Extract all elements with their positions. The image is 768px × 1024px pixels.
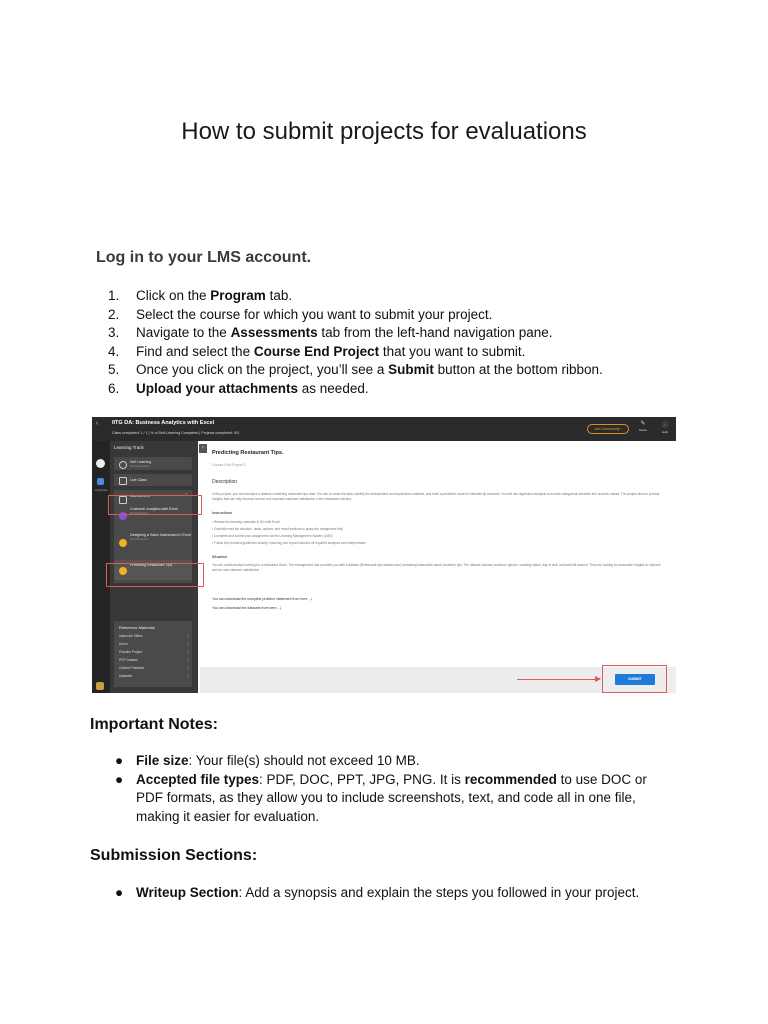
track-item-label: Predicting Restaurant Tips <box>130 563 173 567</box>
situation-heading: Situation <box>212 555 227 559</box>
reference-item[interactable] <box>119 650 189 654</box>
download-icon[interactable]: ⤓ <box>187 666 189 670</box>
step-bold: Upload your attachments <box>136 380 299 396</box>
step-item <box>108 380 603 399</box>
track-item-status: Not Attempted <box>130 537 148 542</box>
track-item-text <box>130 460 151 468</box>
section-item <box>112 884 712 903</box>
sections-list <box>112 884 712 903</box>
track-item-label: Live Class <box>130 478 147 482</box>
description-text: In this project, you must analyze a dataset containing restaurant tips data. You aim to clean the data, identify the independent and dependent variables, and build a predictive model to estimate tip amounts. You will use regression analysis to encode categorical variables into numeric values. The project aims to provide insights that can help improve service and increase customer satisfaction in the restaurant industry. <box>212 492 660 501</box>
help-button[interactable] <box>658 420 672 434</box>
track-item-label: Designing a Sales Dashboard in Excel <box>130 533 192 537</box>
download-datasets-text: You can download the datasets from here - <box>212 606 279 610</box>
submit-highlight-box <box>602 665 667 693</box>
step-text: as needed. <box>298 380 369 396</box>
back-arrow-icon[interactable]: ‹ <box>96 420 99 427</box>
download-icon[interactable]: ⤓ <box>187 634 189 638</box>
project-content <box>200 441 676 693</box>
situation-text: You are a data analyst working for a restaurant chain. The management has provided you with a dataset (Restaurant tips dataset.xlsx) containing information about customer tips. The dataset includes customer gender, smoking status, day of visit, and total bill amount. They are looking for actionable insights to improve service and customer satisfaction. <box>212 563 661 572</box>
download-icon[interactable]: ⤓ <box>310 597 313 601</box>
progress-text: Class completed: 1 / 1 | % of Self-Learning Completed | Projects completed: 0/3 <box>112 431 239 435</box>
track-item-label: Self Learning <box>130 460 152 464</box>
help-label: Help <box>661 430 669 434</box>
arrow-line <box>517 679 597 680</box>
track-item-label: Assessment <box>130 494 150 498</box>
step-text: Click on the <box>136 288 211 303</box>
step-number: 3. <box>108 325 120 341</box>
download-icon[interactable]: ⤓ <box>279 606 282 610</box>
project-title: Predicting Restaurant Tips. <box>212 450 284 456</box>
arrow-right-icon <box>595 676 601 682</box>
step-number: 6. <box>108 380 120 396</box>
reference-item[interactable] <box>119 642 189 646</box>
assessment-highlight-box <box>108 495 202 515</box>
bullet-icon: ● <box>115 885 124 900</box>
bullet-icon: ● <box>115 753 124 768</box>
section-text: : Add a synopsis and explain the steps you followed in your project. <box>238 885 640 900</box>
step-bold: Program <box>210 288 266 303</box>
notes-list <box>112 752 672 826</box>
reference-label: Guided Practices <box>119 666 145 670</box>
step-number: 2. <box>108 306 120 322</box>
step-text: button at the bottom ribbon. <box>433 362 603 378</box>
lms-screenshot <box>92 417 676 693</box>
project-highlight-box <box>106 563 204 587</box>
project-icon <box>119 539 127 547</box>
instruction-item: • Complete and submit your assignment via the Learning Management System (LMS) <box>212 534 333 538</box>
notes-button[interactable] <box>636 420 650 432</box>
reference-label: Datasets <box>119 674 133 678</box>
track-item-self-learning[interactable] <box>114 457 192 470</box>
description-heading: Description <box>212 479 238 485</box>
step-text: Once you click on the project, you’ll see a <box>136 362 389 378</box>
reference-label: PDF Dataset <box>119 658 138 662</box>
download-icon[interactable]: ⤓ <box>187 658 189 662</box>
badge-icon[interactable] <box>96 682 104 690</box>
step-item <box>108 361 603 380</box>
instruction-item: • Follow the provided guidelines closely, ensuring your report includes all required analyses and interpretation <box>212 541 366 545</box>
note-item <box>112 752 672 771</box>
reference-label: Instructor Slides <box>119 634 143 638</box>
reference-item[interactable] <box>119 674 189 678</box>
login-heading: Log in to your LMS account. <box>96 249 312 266</box>
step-number: 5. <box>108 362 120 378</box>
download-icon[interactable]: ⤓ <box>187 674 189 678</box>
course-title: IITG DA: Business Analytics with Excel <box>112 420 215 426</box>
instruction-item: • Carefully read the situation, tasks, actions, and result sections to grasp the assignment fully <box>212 527 343 531</box>
step-item <box>108 306 603 325</box>
play-icon <box>119 461 127 469</box>
step-text: tab. <box>265 288 293 303</box>
reference-label: Demo <box>119 642 128 646</box>
note-item <box>112 771 672 827</box>
learning-track-heading: Learning Track <box>114 445 144 450</box>
reference-label: Practice Project <box>119 650 143 654</box>
certificate-label: Certificate <box>94 488 108 492</box>
section-bold: Writeup Section <box>136 885 239 900</box>
note-bold: recommended <box>464 771 557 787</box>
chevron-up-icon[interactable]: ⌃ <box>184 492 188 497</box>
step-bold: Submit <box>388 362 434 378</box>
instructions-heading: Instructions <box>212 511 233 515</box>
step-bold: Course End Project <box>253 343 380 359</box>
reference-item[interactable] <box>119 658 189 662</box>
download-icon[interactable]: ⤓ <box>187 650 189 654</box>
reference-heading: Reference Materials <box>119 625 155 630</box>
video-icon <box>119 477 127 485</box>
bullet-icon: ● <box>115 771 124 787</box>
note-text: to use DOC or PDF formats, as they allow you to include screenshots, text, and code all in one file, making it easier for evaluation. <box>136 771 647 824</box>
notes-icon: ✎ <box>640 421 646 427</box>
collapse-panel-icon[interactable]: ‹ <box>199 444 207 453</box>
step-number: 4. <box>108 343 120 359</box>
project-subtitle: Course-End Project 3 <box>212 463 246 467</box>
download-problem-row[interactable] <box>212 597 312 601</box>
step-bold: Assessments <box>230 325 318 341</box>
step-item <box>108 324 603 343</box>
note-text: : Your file(s) should not exceed 10 MB. <box>188 753 420 768</box>
submission-sections-heading: Submission Sections: <box>90 847 258 864</box>
download-datasets-row[interactable] <box>212 606 281 610</box>
help-icon: ⓘ <box>661 423 668 429</box>
step-text: Select the course for which you want to submit your project. <box>136 306 493 322</box>
step-item <box>108 343 603 362</box>
step-text: tab from the left-hand navigation pane. <box>317 325 553 341</box>
track-item-sales-dashboard[interactable] <box>114 530 192 554</box>
reference-materials <box>114 621 192 687</box>
join-community-label: Join Community <box>594 427 620 431</box>
step-number: 1. <box>108 288 120 303</box>
reference-item[interactable] <box>119 666 189 670</box>
page-title: How to submit projects for evaluations <box>181 118 587 145</box>
steps-list <box>108 287 603 399</box>
track-item-status: Not Completed <box>130 464 149 469</box>
track-item-label: Customer Analytics with Excel <box>130 507 178 511</box>
step-text: Find and select the <box>136 343 254 359</box>
note-text: : PDF, DOC, PPT, JPG, PNG. It is <box>259 771 465 787</box>
join-community-button[interactable]: Join Community › <box>587 424 629 434</box>
instruction-item: • Review the learning materials in IEx with Excel <box>212 520 280 524</box>
lms-topbar <box>92 417 676 441</box>
step-text: that you want to submit. <box>379 343 526 359</box>
step-text: Navigate to the <box>136 325 231 341</box>
program-icon[interactable] <box>96 459 105 468</box>
download-problem-text: You can download the complete problem statement from here - <box>212 597 310 601</box>
submit-button[interactable]: SUBMIT <box>615 674 655 685</box>
track-item-live-class[interactable] <box>114 474 192 486</box>
note-bold: File size <box>136 753 189 768</box>
track-item-status: Not Attempted <box>130 511 148 516</box>
track-item-text <box>130 533 191 541</box>
reference-item[interactable] <box>119 634 189 638</box>
note-bold: Accepted file types <box>136 771 260 787</box>
certificate-icon[interactable] <box>97 478 104 485</box>
important-notes-heading: Important Notes: <box>90 716 218 733</box>
notes-label: Notes <box>639 428 647 432</box>
download-icon[interactable]: ⤓ <box>187 642 189 646</box>
step-item <box>108 287 603 306</box>
